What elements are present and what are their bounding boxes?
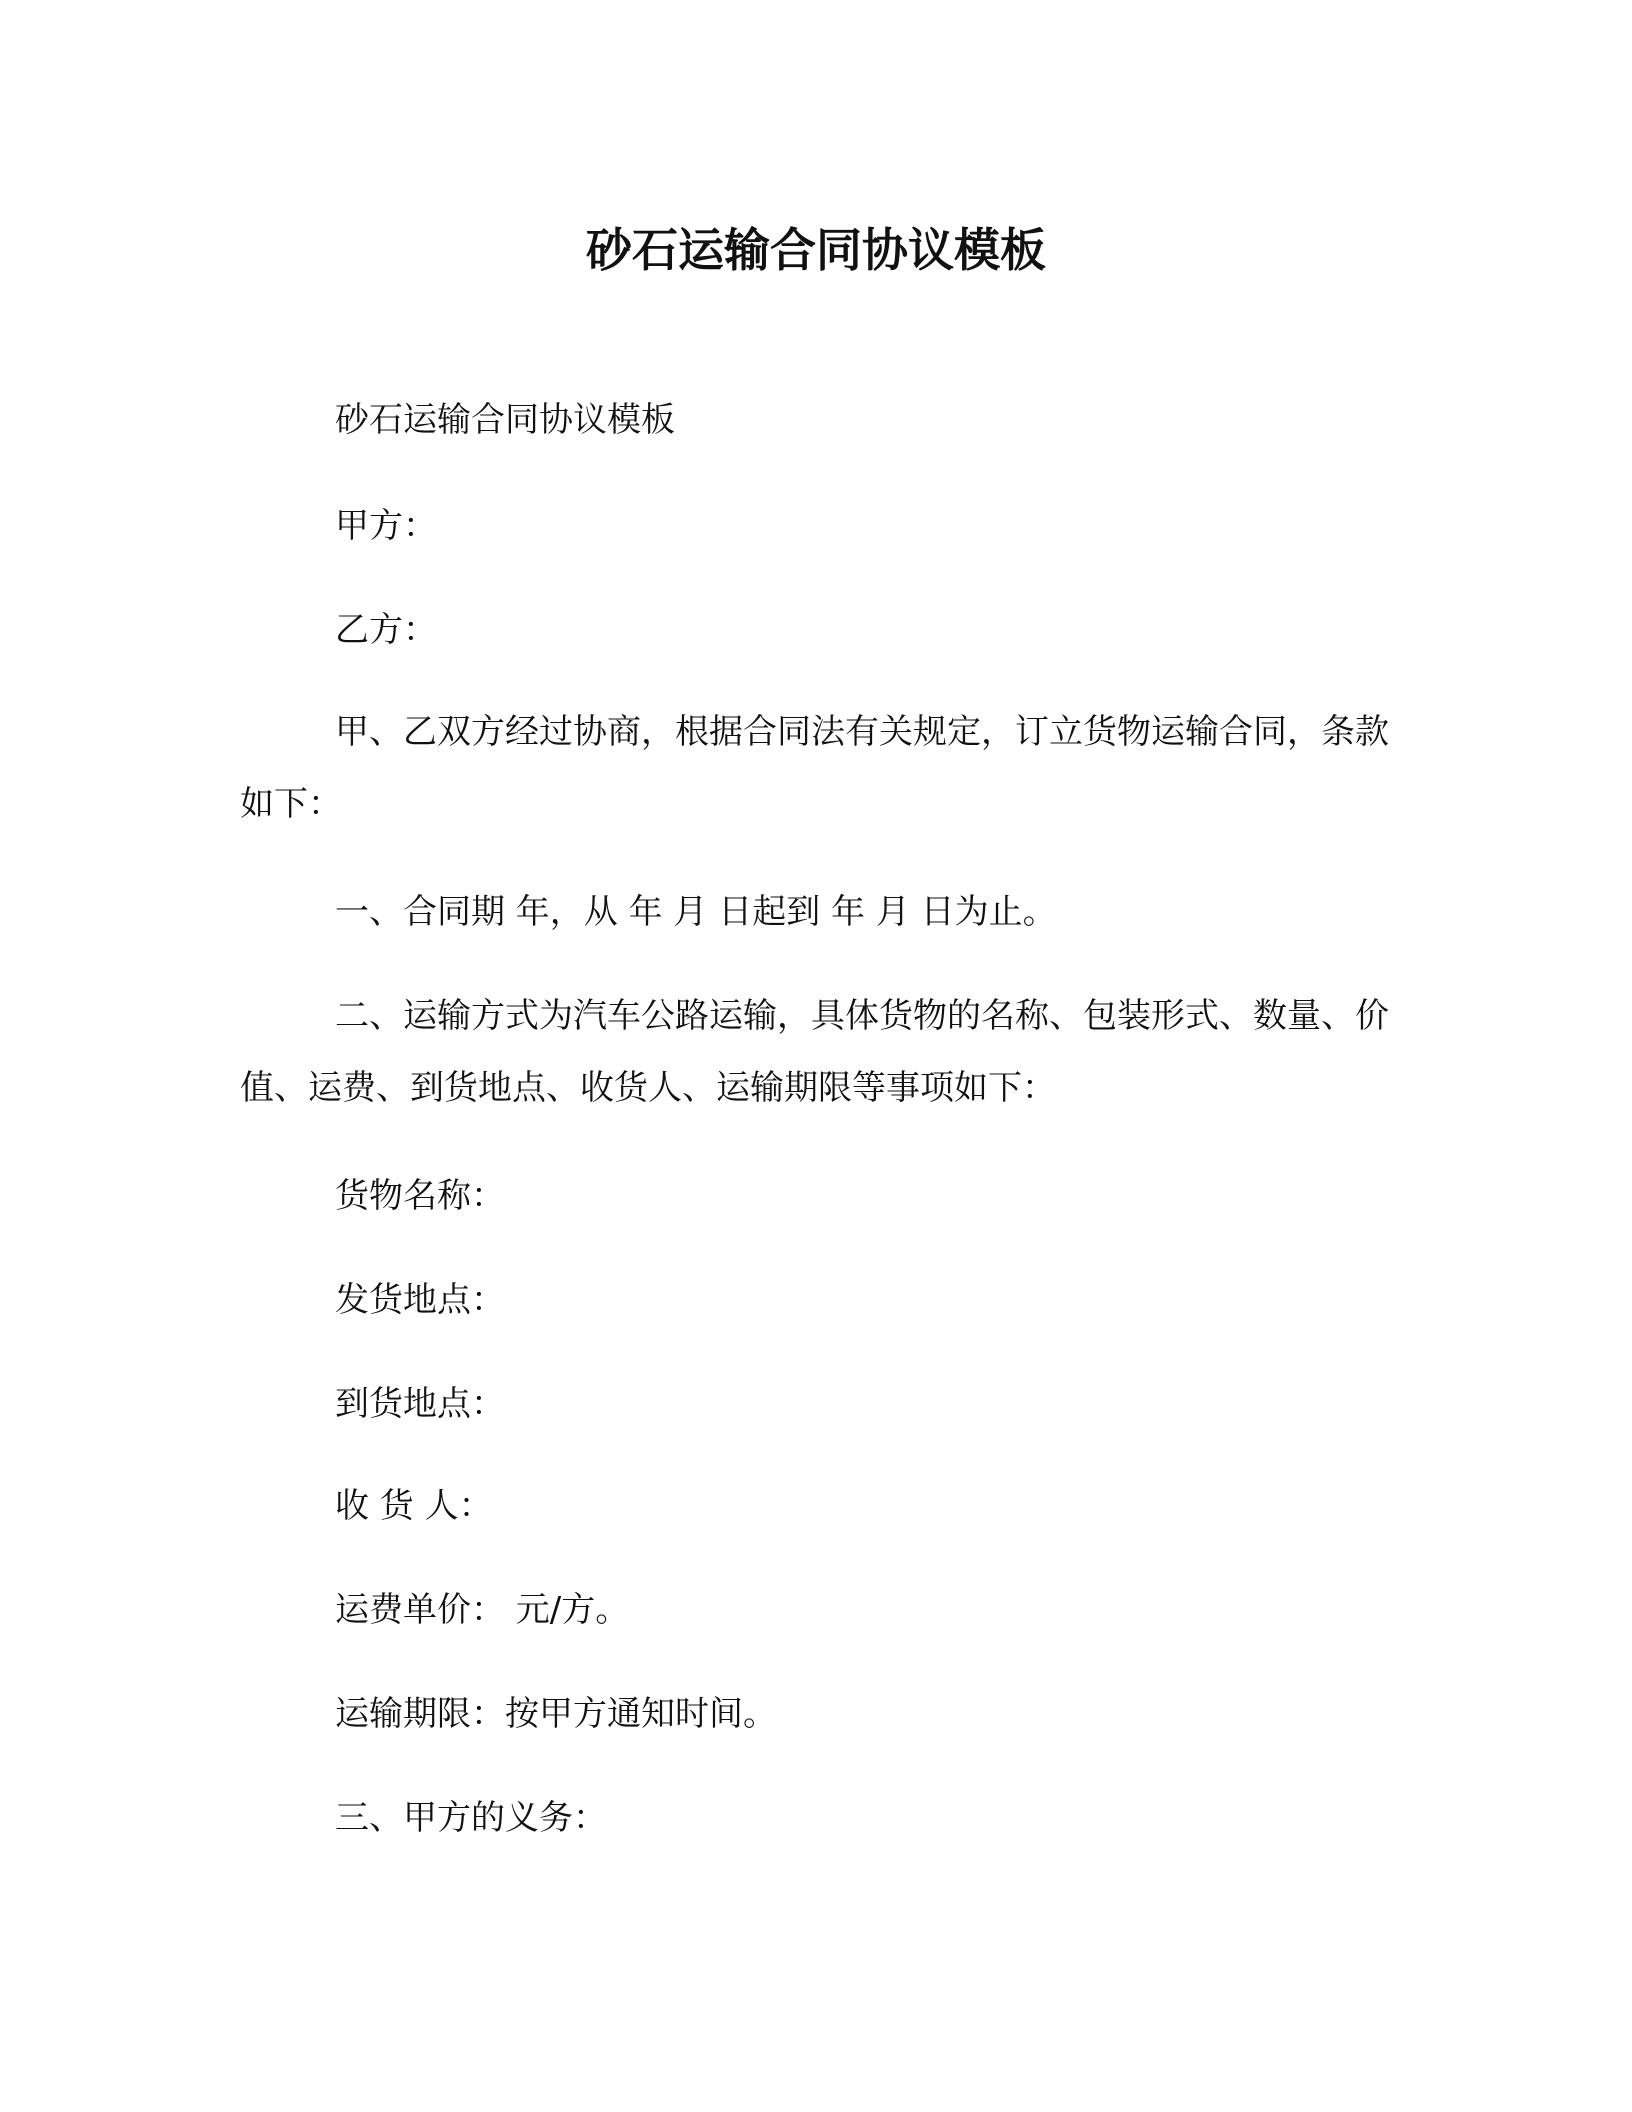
paragraph-goods-name: 货物名称： bbox=[335, 1176, 505, 1216]
paragraph-party-a: 甲方： bbox=[335, 506, 437, 546]
document-title: 砂石运输合同协议模板 bbox=[586, 223, 1046, 277]
paragraph-transport-period: 运输期限：按甲方通知时间。 bbox=[335, 1694, 777, 1734]
paragraph-consignee: 收 货 人： bbox=[335, 1486, 493, 1526]
paragraph-freight-price: 运费单价： 元/方。 bbox=[335, 1590, 630, 1630]
paragraph-shipping-place: 发货地点： bbox=[335, 1280, 505, 1320]
paragraph-clause-3: 三、甲方的义务： bbox=[335, 1798, 607, 1838]
paragraph-party-b: 乙方： bbox=[335, 610, 437, 650]
paragraph-clause-1: 一、合同期 年，从 年 月 日起到 年 月 日为止。 bbox=[335, 892, 1057, 932]
paragraph-arrival-place: 到货地点： bbox=[335, 1384, 505, 1424]
paragraph-clause-2: 二、运输方式为汽车公路运输，具体货物的名称、包装形式、数量、价值、运费、到货地点、收货人、运输期限等事项如下： bbox=[240, 996, 1389, 1108]
paragraph-subtitle: 砂石运输合同协议模板 bbox=[335, 400, 675, 440]
paragraph-intro: 甲、乙双方经过协商，根据合同法有关规定，订立货物运输合同，条款如下： bbox=[240, 712, 1389, 824]
